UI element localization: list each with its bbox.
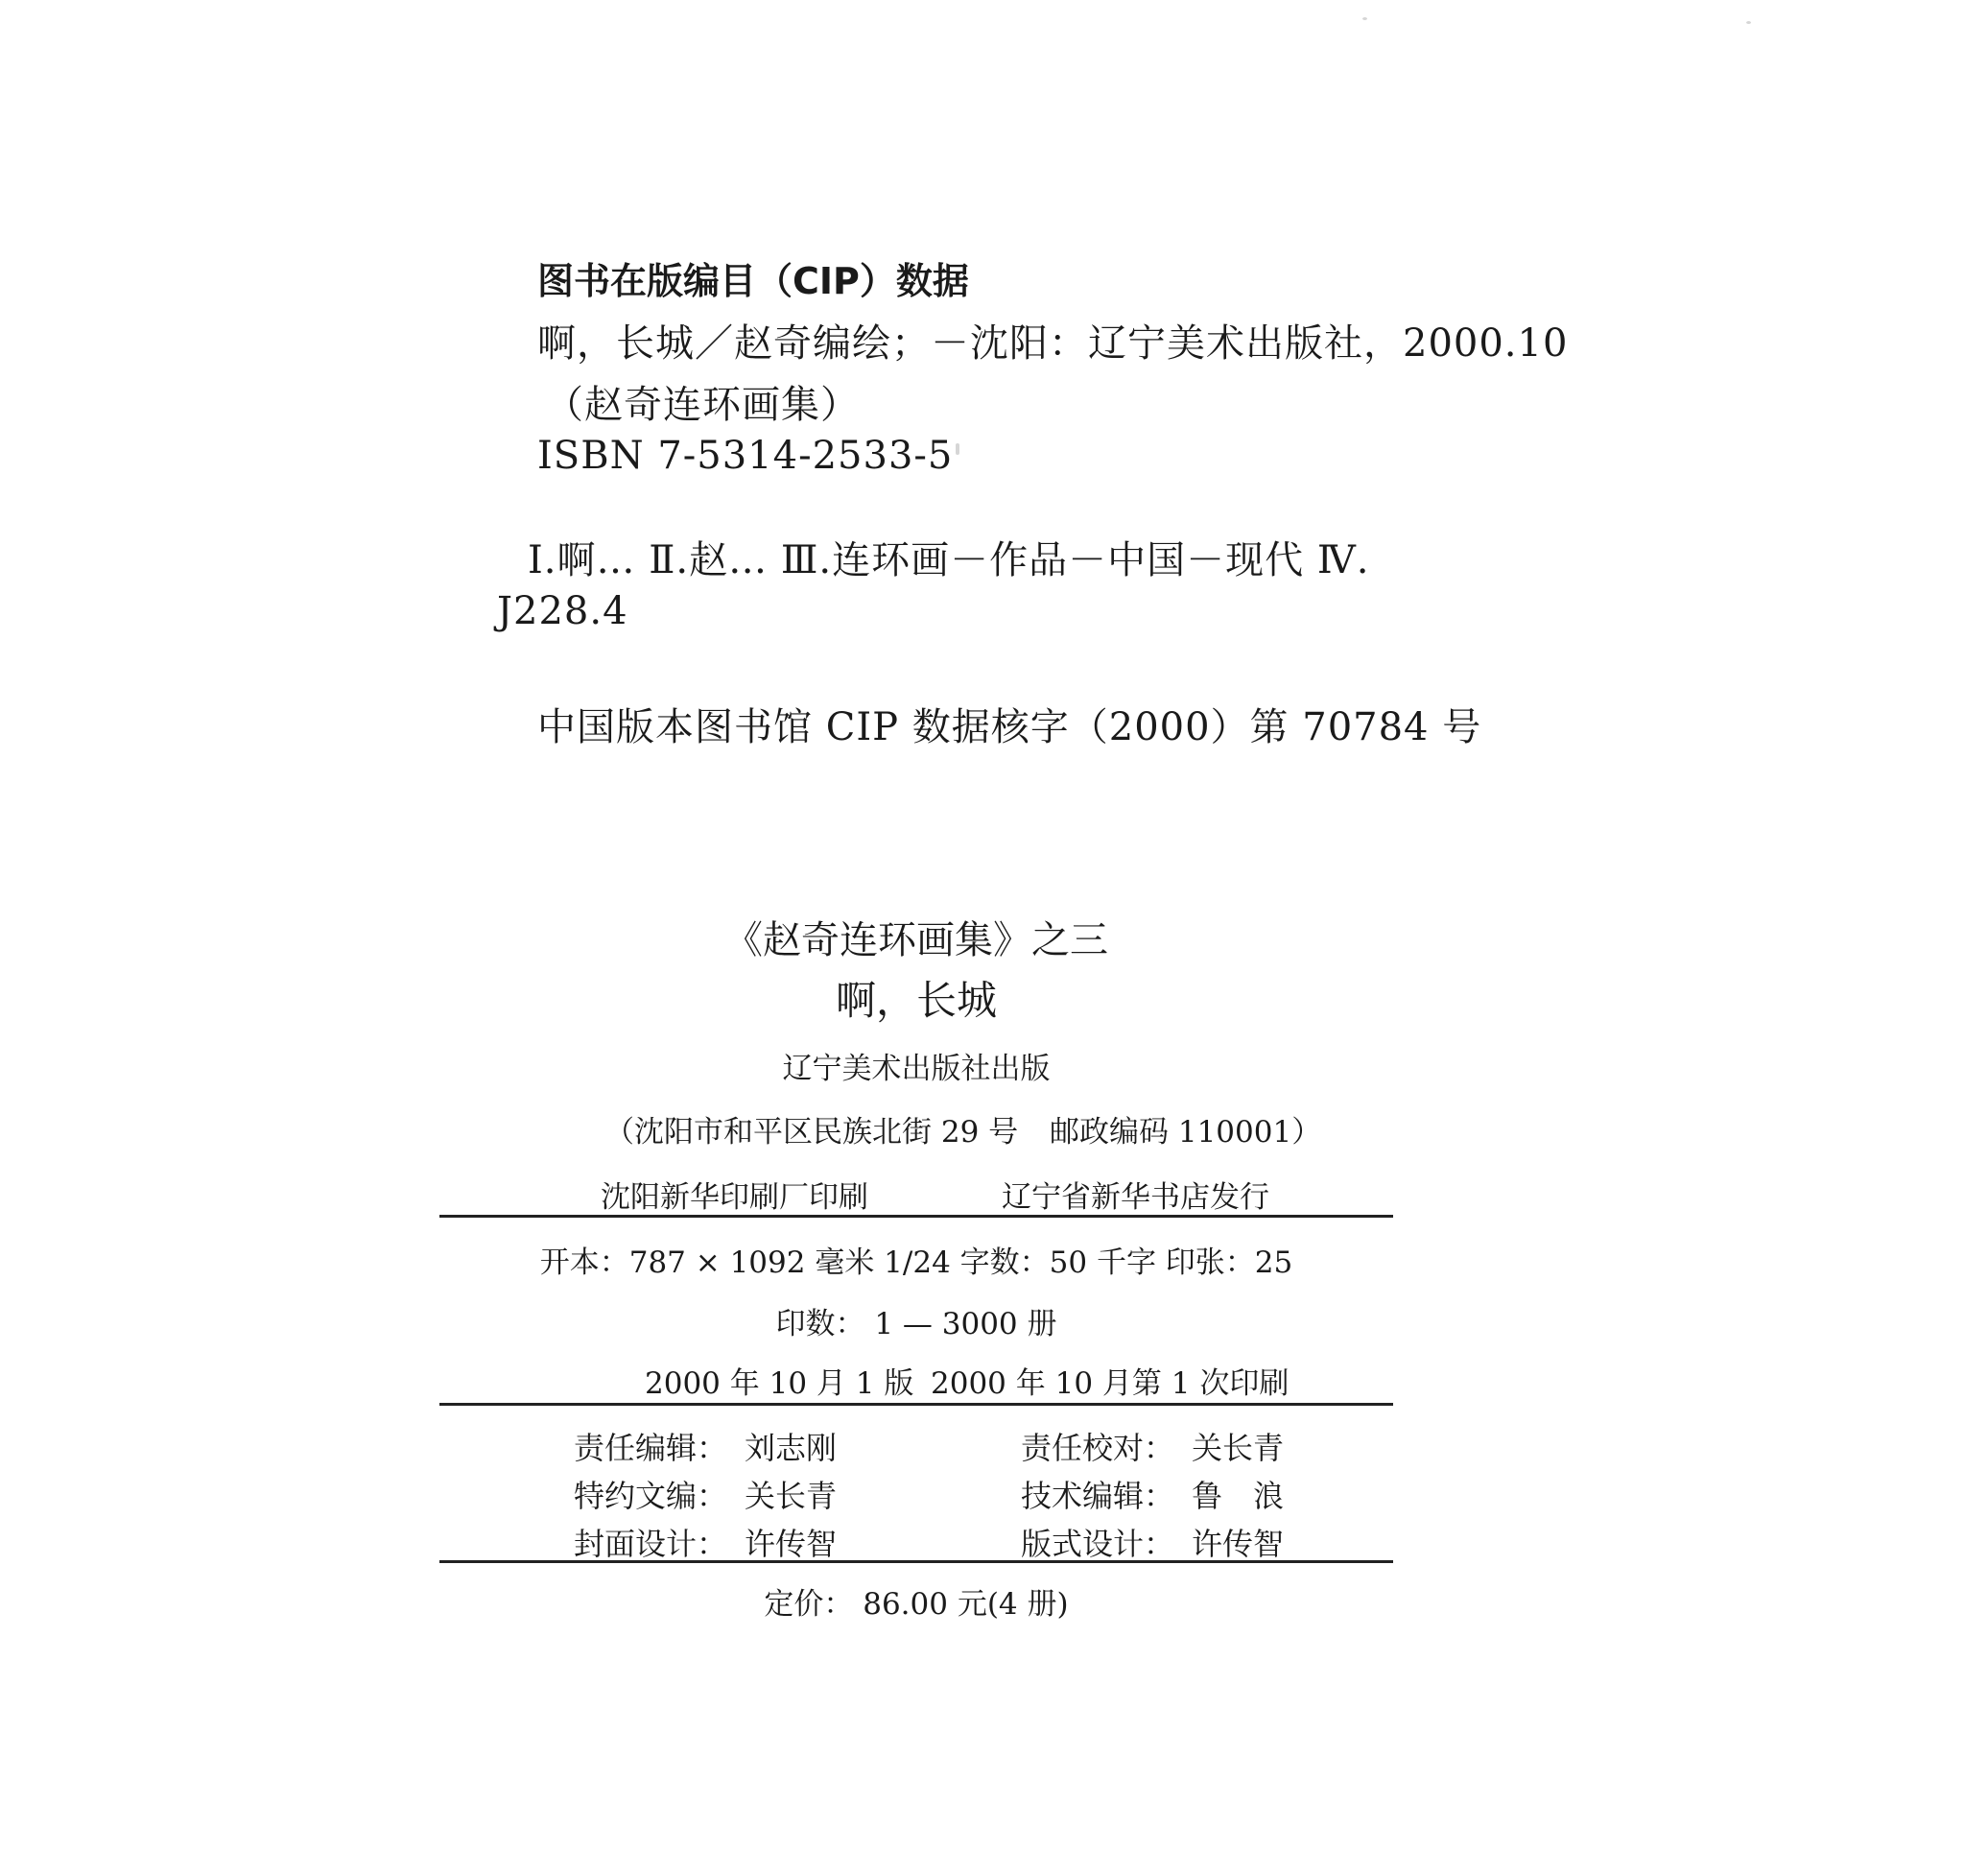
cip-classification-line: Ⅰ.啊… Ⅱ.赵… Ⅲ.连环画－作品－中国－现代 Ⅳ. bbox=[528, 538, 1370, 582]
credit-label: 技术编辑： bbox=[1021, 1478, 1175, 1514]
printer: 沈阳新华印刷厂印刷 bbox=[601, 1180, 868, 1215]
format-line: 开本：787 × 1092 毫米 1/24 字数：50 千字 印张：25 bbox=[539, 1245, 1293, 1280]
cip-classification-code: J228.4 bbox=[497, 589, 628, 633]
printing-line: 2000 年 10 月第 1 次印刷 bbox=[931, 1366, 1290, 1401]
divider bbox=[439, 1560, 1393, 1563]
cip-heading: 图书在版编目（CIP）数据 bbox=[537, 260, 969, 302]
credit-label: 版式设计： bbox=[1021, 1526, 1175, 1562]
credit-item bbox=[574, 1424, 837, 1468]
credit-item bbox=[1021, 1472, 1284, 1516]
postcode: 邮政编码 110001） bbox=[1050, 1115, 1322, 1150]
credit-item bbox=[1021, 1520, 1284, 1564]
credit-label: 责任校对： bbox=[1021, 1430, 1175, 1466]
edition-line: 2000 年 10 月 1 版 bbox=[645, 1366, 914, 1401]
book-title: 啊，长城 bbox=[835, 977, 997, 1024]
cip-title-line: 啊，长城／赵奇编绘；－沈阳：辽宁美术出版社，2000.10 bbox=[537, 321, 1569, 366]
cip-approval-line: 中国版本图书馆 CIP 数据核字（2000）第 70784 号 bbox=[537, 705, 1482, 749]
distributor: 辽宁省新华书店发行 bbox=[1002, 1180, 1269, 1215]
series-title: 《赵奇连环画集》之三 bbox=[724, 918, 1108, 962]
publisher-address: （沈阳市和平区民族北街 29 号 bbox=[604, 1115, 1019, 1150]
credit-item bbox=[574, 1520, 837, 1564]
credit-value: 关长青 bbox=[1192, 1430, 1285, 1466]
scan-speck bbox=[1746, 21, 1751, 24]
credit-value: 关长青 bbox=[745, 1478, 838, 1514]
credit-item bbox=[574, 1472, 837, 1516]
credit-label: 封面设计： bbox=[574, 1526, 728, 1562]
print-run-line: 印数： 1 — 3000 册 bbox=[775, 1307, 1057, 1341]
publisher-line: 辽宁美术出版社出版 bbox=[782, 1052, 1051, 1086]
divider bbox=[439, 1403, 1393, 1406]
credit-value: 刘志刚 bbox=[745, 1430, 838, 1466]
scan-speck bbox=[1362, 17, 1367, 20]
cip-series-line: （赵奇连环画集） bbox=[545, 383, 860, 427]
credit-label: 责任编辑： bbox=[574, 1430, 728, 1466]
divider bbox=[439, 1215, 1393, 1218]
price-line: 定价： 86.00 元(4 册) bbox=[764, 1587, 1069, 1622]
credit-item bbox=[1021, 1424, 1284, 1468]
cip-isbn-line: ISBN 7-5314-2533-5 bbox=[537, 434, 954, 478]
credit-label: 特约文编： bbox=[574, 1478, 728, 1514]
scan-speck bbox=[956, 443, 959, 455]
credit-value: 许传智 bbox=[1192, 1526, 1285, 1562]
credit-value: 鲁 浪 bbox=[1192, 1478, 1285, 1514]
credit-value: 许传智 bbox=[745, 1526, 838, 1562]
